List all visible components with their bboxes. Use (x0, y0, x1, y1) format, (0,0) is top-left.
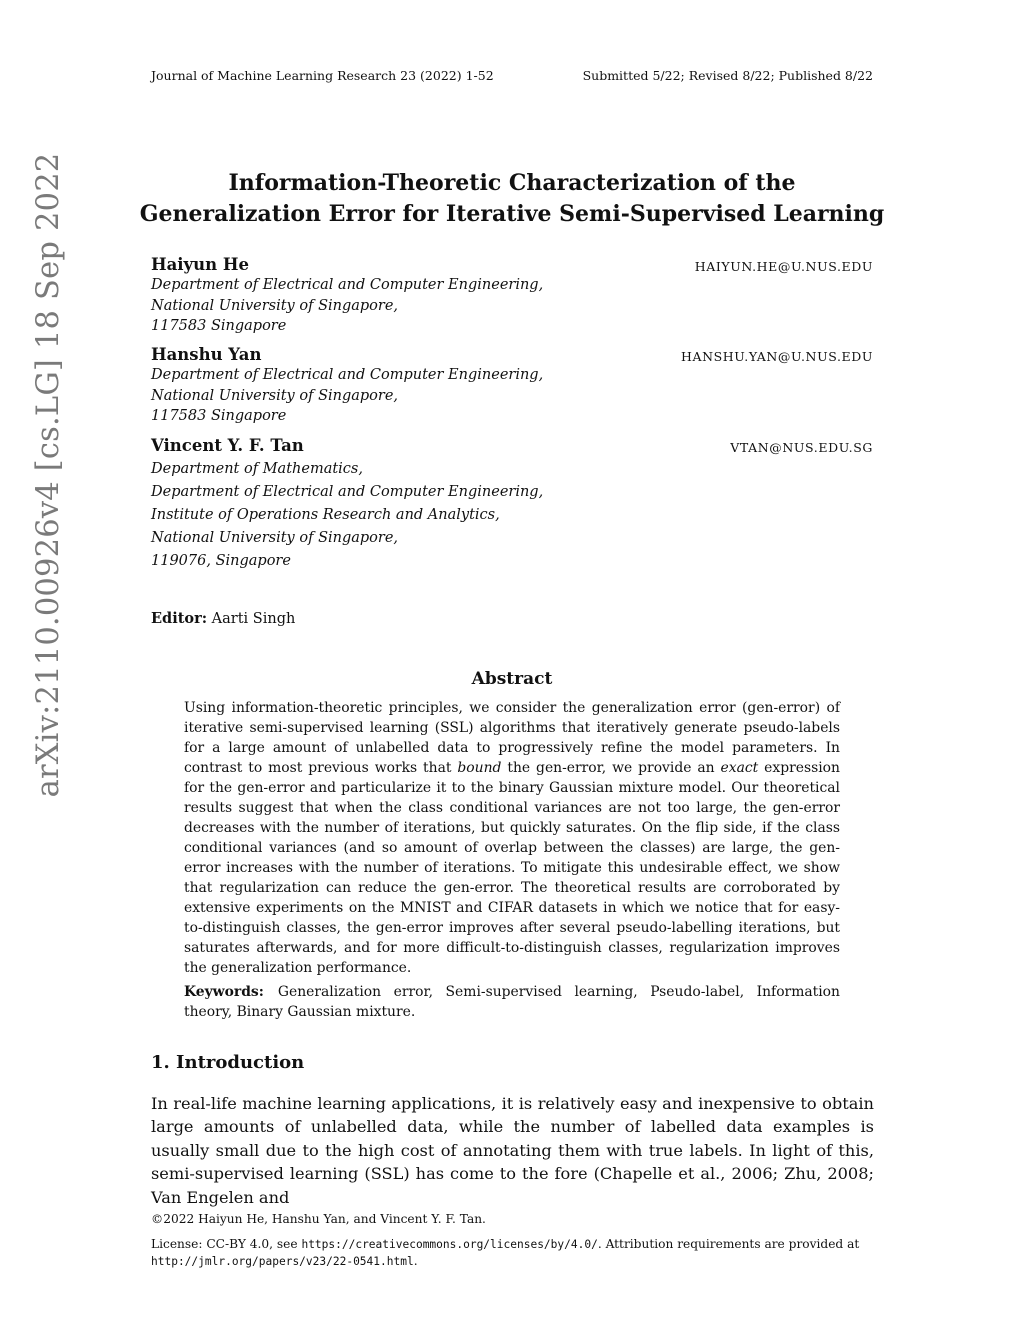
submission-dates: Submitted 5/22; Revised 8/22; Published 8/22 (582, 68, 873, 83)
intro-paragraph: In real-life machine learning applications, it is relatively easy and inexpensive to obtain large amounts of unlabelled data, while the number of labelled data examples is usually small due to the high cost of annotating them with true labels. In light of this, semi-supervised learning (SSL) has come to the fore (Chapelle et al., 2006; Zhu, 2008; Van Engelen and (151, 1094, 874, 1207)
affiliation-line: 117583 Singapore (151, 408, 287, 424)
license-mid: . Attribution requirements are provided at (597, 1237, 860, 1251)
affiliation-line: Department of Mathematics, (151, 461, 363, 477)
affiliation-line: National University of Singapore, (151, 387, 399, 404)
affiliation-line: National University of Singapore, (151, 530, 399, 546)
license-end: . (413, 1254, 418, 1268)
keywords-label: Keywords: (184, 984, 264, 1000)
journal-header: Journal of Machine Learning Research 23 (2022) 1-52 (151, 68, 494, 83)
author-email[interactable]: HANSHU.YAN@U.NUS.EDU (680, 349, 873, 364)
affiliation-line: Institute of Operations Research and Analytics, (151, 507, 500, 523)
license-notice (151, 1236, 874, 1270)
abstract-text: Using information-theoretic principles, we consider the generalization error (gen-error) of iterative semi-supervised learning (SSL) algorithms that iteratively generate pseudo-labels for a large amount of unlabelled data to progressively refine the model parameters. In contrast to most previous works that (184, 700, 840, 776)
affiliation-line: 119076, Singapore (151, 553, 291, 569)
author-email[interactable]: VTAN@NUS.EDU.SG (730, 440, 873, 455)
editor-name: Aarti Singh (211, 611, 296, 627)
affiliation-line: 117583 Singapore (151, 318, 287, 334)
paper-link[interactable]: http://jmlr.org/papers/v23/22-0541.html (151, 1255, 414, 1268)
paper-title (0, 168, 1024, 230)
affiliation-line: Department of Electrical and Computer Engineering, (151, 277, 544, 293)
editor-label: Editor: (151, 610, 208, 627)
abstract-body (184, 698, 840, 978)
abstract-text: the gen-error, we provide an (501, 760, 721, 776)
author-name: Hanshu Yan (151, 345, 262, 364)
abstract-text: expression for the gen-error and particularize it to the binary Gaussian mixture model. Our theoretical results suggest that when the class conditional variances are not too large, the gen-error decreases with the number of iterations, but quickly saturates. On the flip side, if the class conditional variances (and so amount of overlap between the classes) are large, the gen-error increases with the number of iterations. To mitigate this undesirable effect, we show that regularization can reduce the gen-error. The theoretical results are corroborated by extensive experiments on the MNIST and CIFAR datasets in which we notice that for easy-to-distinguish classes, the gen-error improves after several pseudo-labelling iterations, but saturates afterwards, and for more difficult-to-distinguish classes, regularization improves the generalization performance. (184, 760, 840, 976)
title-line-1: Information-Theoretic Characterization of the (228, 170, 796, 196)
license-prefix: License: CC-BY 4.0, see (151, 1237, 302, 1251)
author-name: Vincent Y. F. Tan (151, 436, 304, 455)
author-affiliation (151, 365, 543, 427)
author-affiliation (151, 275, 543, 337)
license-link[interactable]: https://creativecommons.org/licenses/by/4.0/ (301, 1238, 598, 1251)
author-email[interactable]: HAIYUN.HE@U.NUS.EDU (694, 259, 873, 274)
copyright-notice: ©2022 Haiyun He, Hanshu Yan, and Vincent Y. F. Tan. (151, 1212, 486, 1226)
affiliation-line: Department of Electrical and Computer Engineering, (151, 367, 544, 383)
affiliation-line: National University of Singapore, (151, 297, 399, 314)
abstract-emphasis: bound (457, 760, 502, 776)
section-heading: 1. Introduction (151, 1052, 305, 1073)
author-affiliation (151, 458, 543, 573)
title-line-2: Generalization Error for Iterative Semi-Supervised Learning (139, 201, 885, 227)
abstract-heading: Abstract (471, 669, 553, 689)
arxiv-stamp: arXiv:2110.00926v4 [cs.LG] 18 Sep 2022 (31, 152, 66, 798)
editor-line (151, 610, 295, 627)
abstract-emphasis: exact (720, 760, 759, 776)
keywords-text: Generalization error, Semi-supervised learning, Pseudo-label, Information theory, Binary Gaussian mixture. (184, 984, 840, 1020)
affiliation-line: Department of Electrical and Computer Engineering, (151, 484, 544, 500)
keywords (184, 982, 840, 1022)
author-name: Haiyun He (151, 255, 249, 274)
